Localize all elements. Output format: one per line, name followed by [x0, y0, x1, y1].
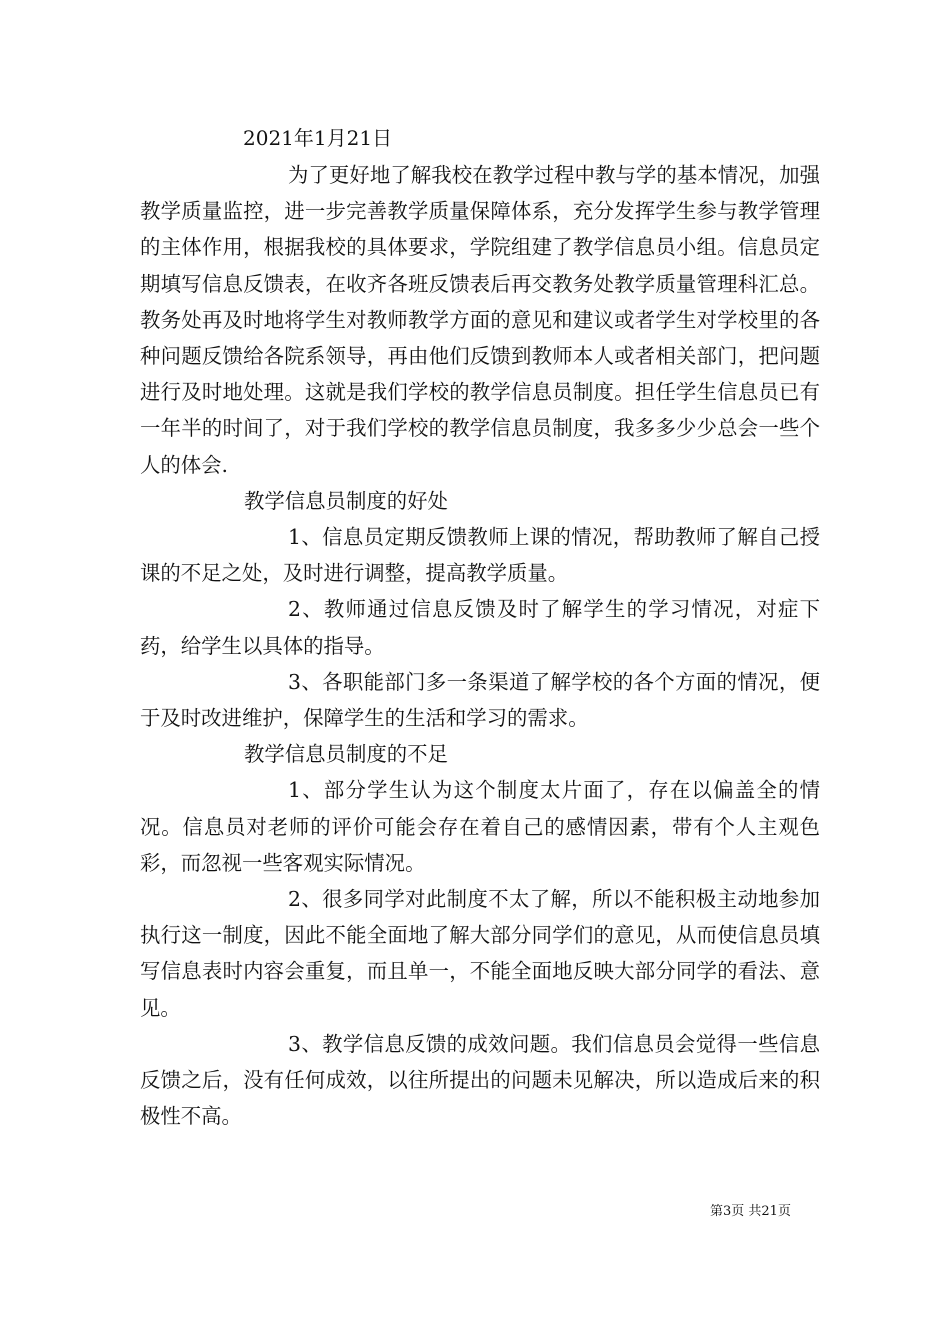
document-date: 2021年1月21日	[243, 126, 393, 150]
document-body	[140, 157, 820, 1134]
section-heading-benefits: 教学信息员制度的好处	[244, 488, 448, 513]
benefit-item-2: 2、教师通过信息反馈及时了解学生的学习情况，对症下药，给学生以具体的指导。	[140, 597, 820, 658]
shortcoming-item-3: 3、教学信息反馈的成效问题。我们信息员会觉得一些信息反馈之后，没有任何成效，以往所提出的问题未见解决，所以造成后来的积极性不高。	[140, 1031, 820, 1129]
benefit-item-1: 1、信息员定期反馈教师上课的情况，帮助教师了解自己授课的不足之处，及时进行调整，提高教学质量。	[140, 525, 820, 586]
page-number-footer: 第3页 共21页	[710, 1204, 791, 1219]
section-heading-shortcomings: 教学信息员制度的不足	[244, 742, 448, 767]
intro-paragraph: 为了更好地了解我校在教学过程中教与学的基本情况，加强教学质量监控，进一步完善教学质量保障体系，充分发挥学生参与教学管理的主体作用，根据我校的具体要求，学院组建了教学信息员小组。信息员定期填写信息反馈表，在收齐各班反馈表后再交教务处教学质量管理科汇总。教务处再及时地将学生对教师教学方面的意见和建议或者学生对学校里的各种问题反馈给各院系领导，再由他们反馈到教师本人或者相关部门，把问题进行及时地处理。这就是我们学校的教学信息员制度。担任学生信息员已有一年半的时间了，对于我们学校的教学信息员制度，我多多少少总会一些个人的体会.	[140, 163, 820, 477]
benefit-item-3: 3、各职能部门多一条渠道了解学校的各个方面的情况，便于及时改进维护，保障学生的生活和学习的需求。	[140, 669, 820, 731]
shortcoming-item-2: 2、很多同学对此制度不太了解，所以不能积极主动地参加执行这一制度，因此不能全面地了解大部分同学们的意见，从而使信息员填写信息表时内容会重复，而且单一，不能全面地反映大部分同学的看法、意见。	[140, 887, 820, 1020]
shortcoming-item-1: 1、部分学生认为这个制度太片面了，存在以偏盖全的情况。信息员对老师的评价可能会存在着自己的感情因素，带有个人主观色彩，而忽视一些客观实际情况。	[140, 778, 820, 875]
